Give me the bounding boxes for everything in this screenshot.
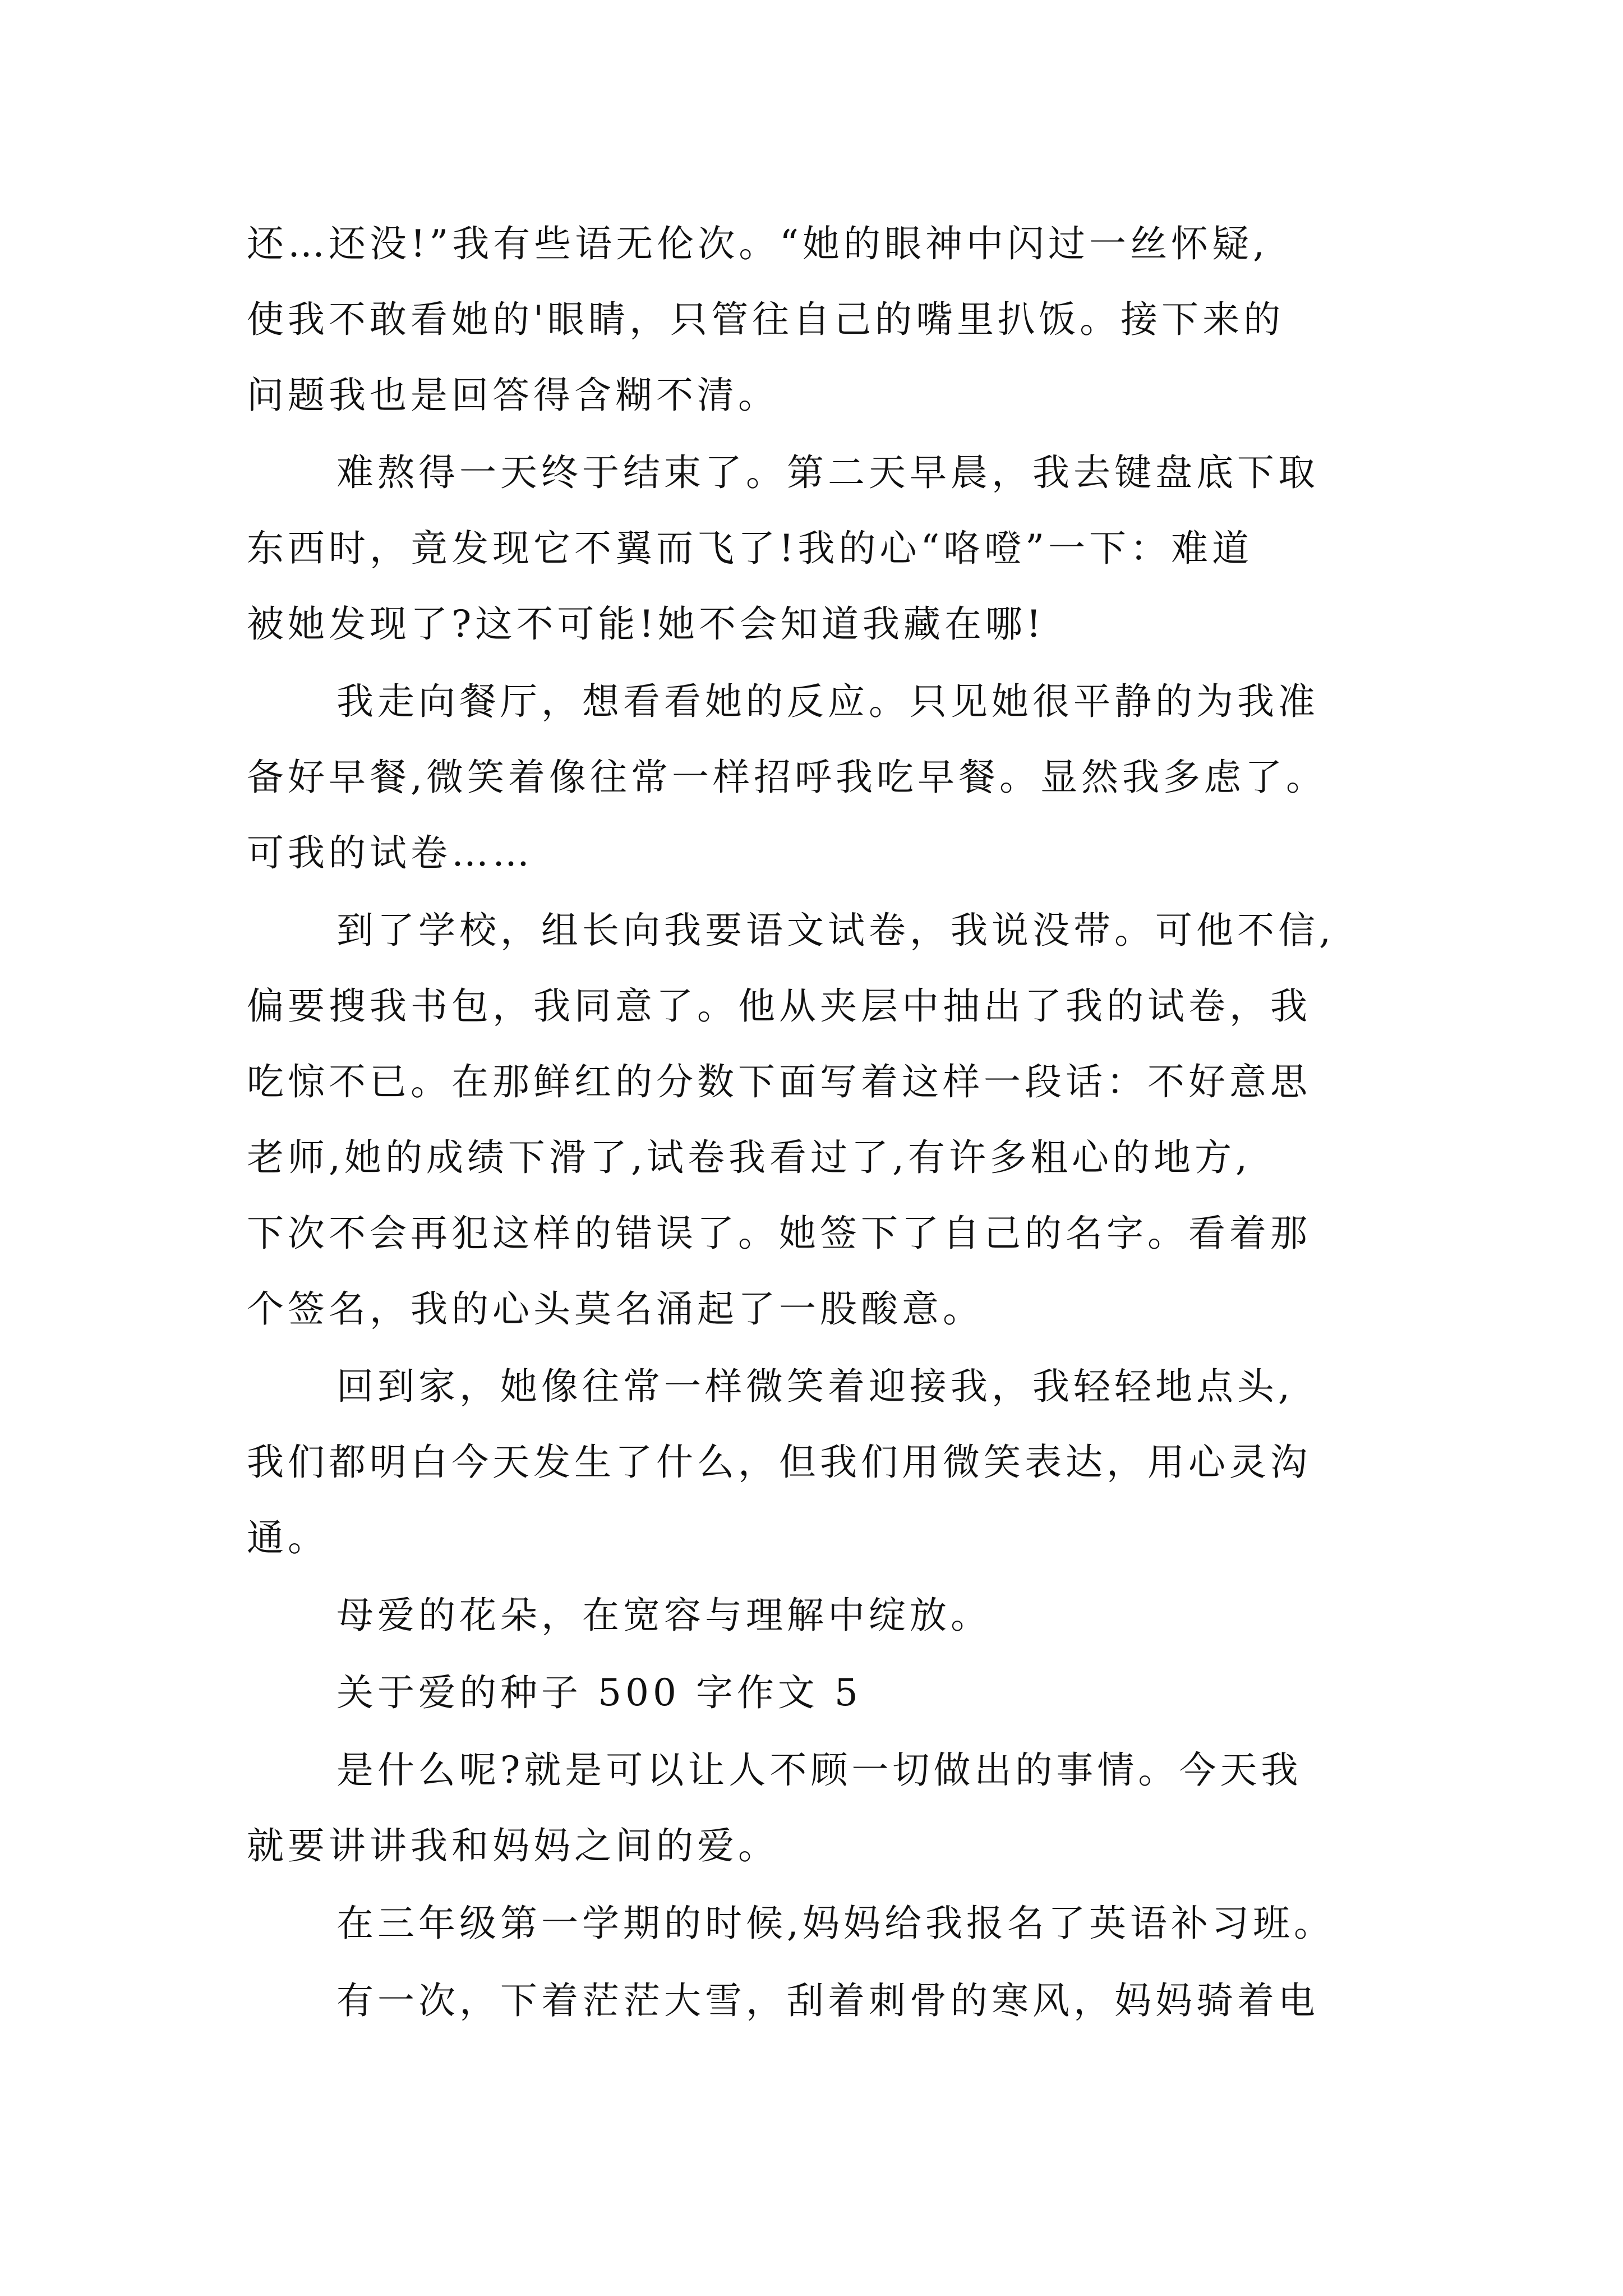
text-line: 偏要搜我书包，我同意了。他从夹层中抽出了我的试卷，我 (247, 984, 1311, 1028)
text-line: 吃惊不已。在那鲜红的分数下面写着这样一段话：不好意思 (247, 1060, 1311, 1103)
text-line: 个签名，我的心头莫名涌起了一股酸意。 (247, 1287, 984, 1331)
text-line: 东西时，竟发现它不翼而飞了!我的心“咯噔”一下：难道 (247, 527, 1253, 570)
text-line: 还…还没!”我有些语无伦次。“她的眼神中闪过一丝怀疑, (247, 222, 1269, 265)
text-line: 在三年级第一学期的时候,妈妈给我报名了英语补习班。 (336, 1902, 1335, 1945)
text-line: 我走向餐厅，想看看她的反应。只见她很平静的为我准 (336, 680, 1319, 723)
section-heading: 关于爱的种子 500 字作文 5 (336, 1671, 862, 1714)
text-line: 问题我也是回答得含糊不清。 (247, 374, 779, 417)
text-line: 备好早餐,微笑着像往常一样招呼我吃早餐。显然我多虑了。 (247, 756, 1327, 799)
text-line: 可我的试卷…… (247, 831, 533, 875)
text-line: 使我不敢看她的'眼睛，只管往自己的嘴里扒饭。接下来的 (247, 298, 1285, 341)
text-line: 就要讲讲我和妈妈之间的爱。 (247, 1824, 779, 1867)
text-line: 被她发现了?这不可能!她不会知道我藏在哪! (247, 602, 1045, 646)
text-line: 有一次，下着茫茫大雪，刮着刺骨的寒风，妈妈骑着电 (336, 1979, 1319, 2022)
text-line: 通。 (247, 1516, 329, 1559)
text-line: 到了学校，组长向我要语文试卷，我说没带。可他不信, (336, 909, 1335, 952)
text-line: 老师,她的成绩下滑了,试卷我看过了,有许多粗心的地方, (247, 1136, 1251, 1179)
text-line: 母爱的花朵，在宽容与理解中绽放。 (336, 1594, 992, 1637)
text-line: 是什么呢?就是可以让人不顾一切做出的事情。今天我 (336, 1749, 1302, 1792)
text-line: 我们都明白今天发生了什么，但我们用微笑表达，用心灵沟 (247, 1441, 1311, 1484)
text-line: 回到家，她像往常一样微笑着迎接我，我轻轻地点头, (336, 1365, 1294, 1408)
text-line: 下次不会再犯这样的错误了。她签下了自己的名字。看着那 (247, 1212, 1311, 1255)
text-line: 难熬得一天终于结束了。第二天早晨，我去键盘底下取 (336, 451, 1319, 494)
